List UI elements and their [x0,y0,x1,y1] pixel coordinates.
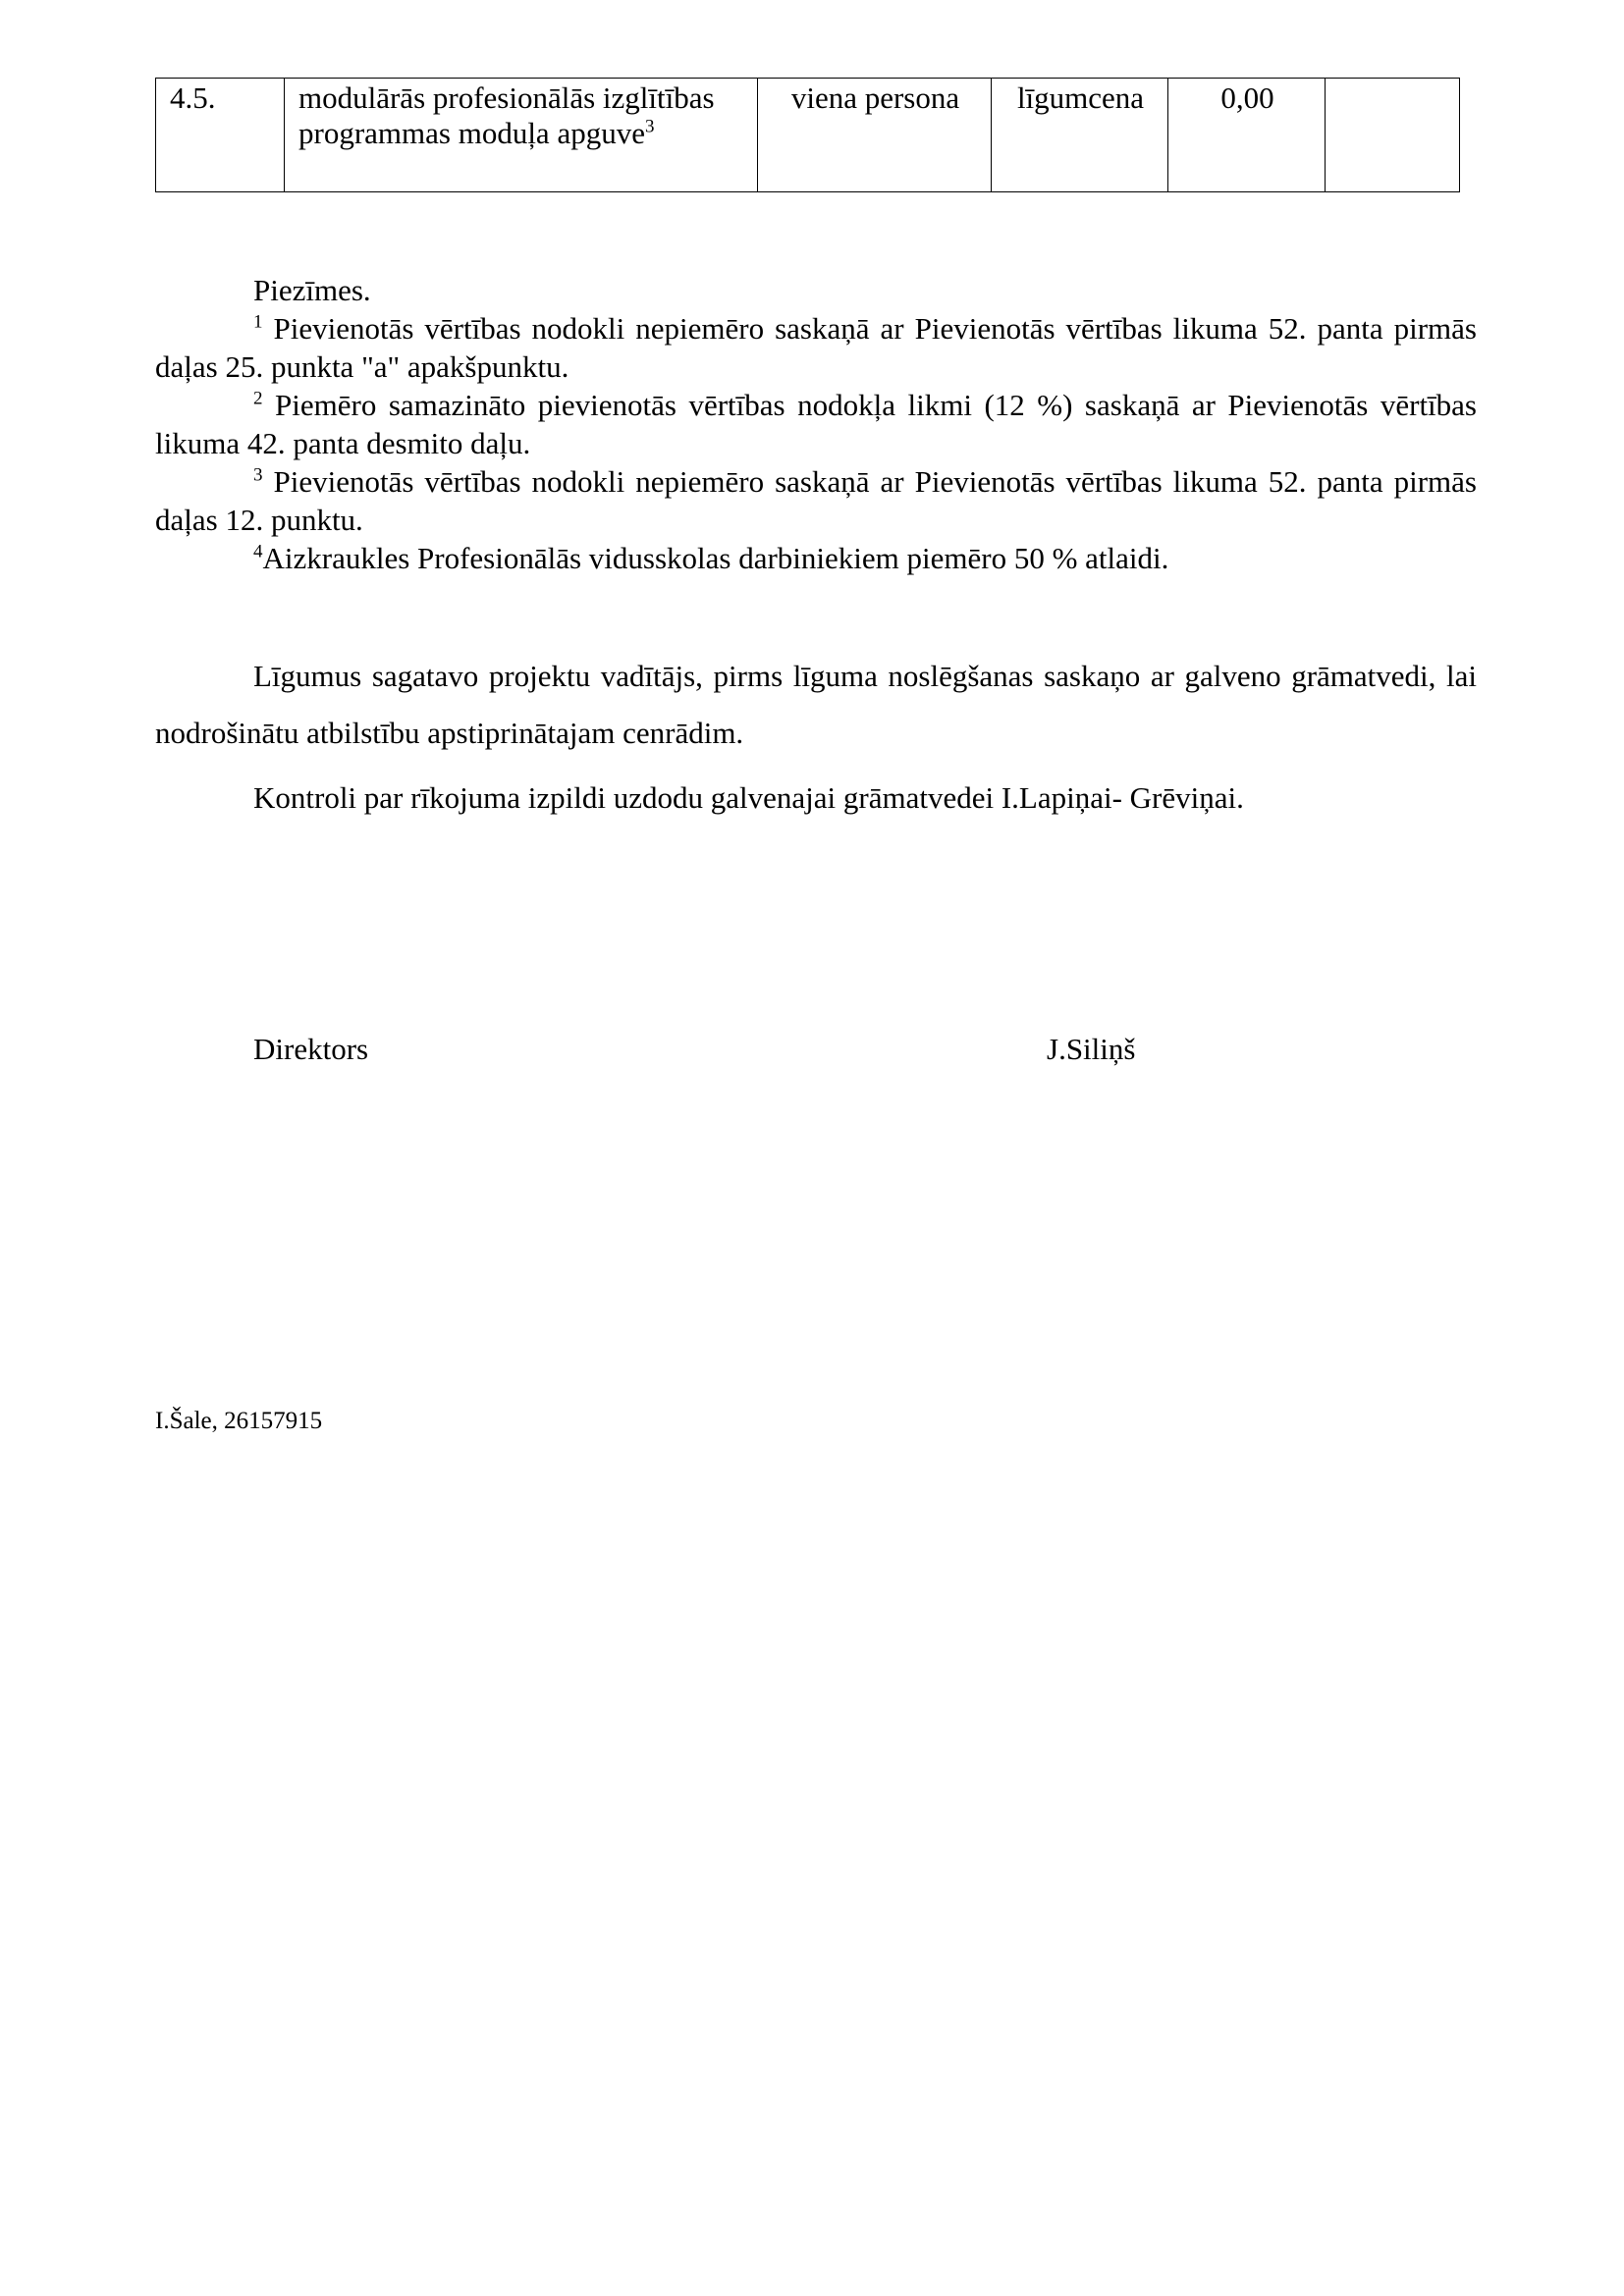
unit: viena persona [790,80,960,115]
note-item [155,386,1477,462]
footnote-ref: 3 [644,116,655,137]
author-contact: I.Šale, 26157915 [155,1408,323,1434]
signature-name: J.Siliņš [1047,1032,1136,1066]
unit-cell [758,79,992,192]
price-table [155,78,1460,192]
note-text: Piemēro samazināto pievienotās vērtības nodokļa likmi (12 %) saskaņā ar Pievienotās vērtības likuma 42. panta desmito daļu. [155,388,1477,460]
service-name: modulārās profesionālās izglītības programmas moduļa apguve [298,80,715,150]
price-basis-cell [992,79,1168,192]
note-mark: 3 [253,464,263,486]
table-row [156,79,1460,192]
paragraph-control: Kontroli par rīkojuma izpildi uzdodu galvenajai grāmatvedei I.Lapiņai- Grēviņai. [253,780,1244,815]
row-number: 4.5. [170,80,216,115]
note-mark: 1 [253,311,263,333]
order-text [155,648,1477,817]
signature-title: Direktors [253,1032,369,1066]
note-mark: 4 [253,541,263,562]
extra-cell [1326,79,1460,192]
note-item [155,309,1477,386]
price-cell [1168,79,1326,192]
note-text: Pievienotās vērtības nodokli nepiemēro saskaņā ar Pievienotās vērtības likuma 52. panta pirmās daļas 12. punktu. [155,464,1477,537]
note-text: Pievienotās vērtības nodokli nepiemēro saskaņā ar Pievienotās vērtības likuma 52. panta pirmās daļas 25. punkta "a" apakšpunktu. [155,311,1477,384]
note-item [155,462,1477,539]
price-basis: līgumcena [1016,80,1145,115]
notes-section [155,271,1477,577]
note-item [155,539,1477,577]
notes-heading: Piezīmes. [253,273,371,307]
row-number-cell [156,79,285,192]
note-mark: 2 [253,388,263,409]
note-text: Aizkraukles Profesionālās vidusskolas darbiniekiem piemēro 50 % atlaidi. [262,541,1169,575]
paragraph-contracts: Līgumus sagatavo projektu vadītājs, pirms līguma noslēgšanas saskaņo ar galveno grāmatvedi, lai nodrošinātu atbilstību apstiprinātajam cenrādim. [155,659,1477,750]
price: 0,00 [1220,80,1274,115]
service-name-cell [285,79,758,192]
